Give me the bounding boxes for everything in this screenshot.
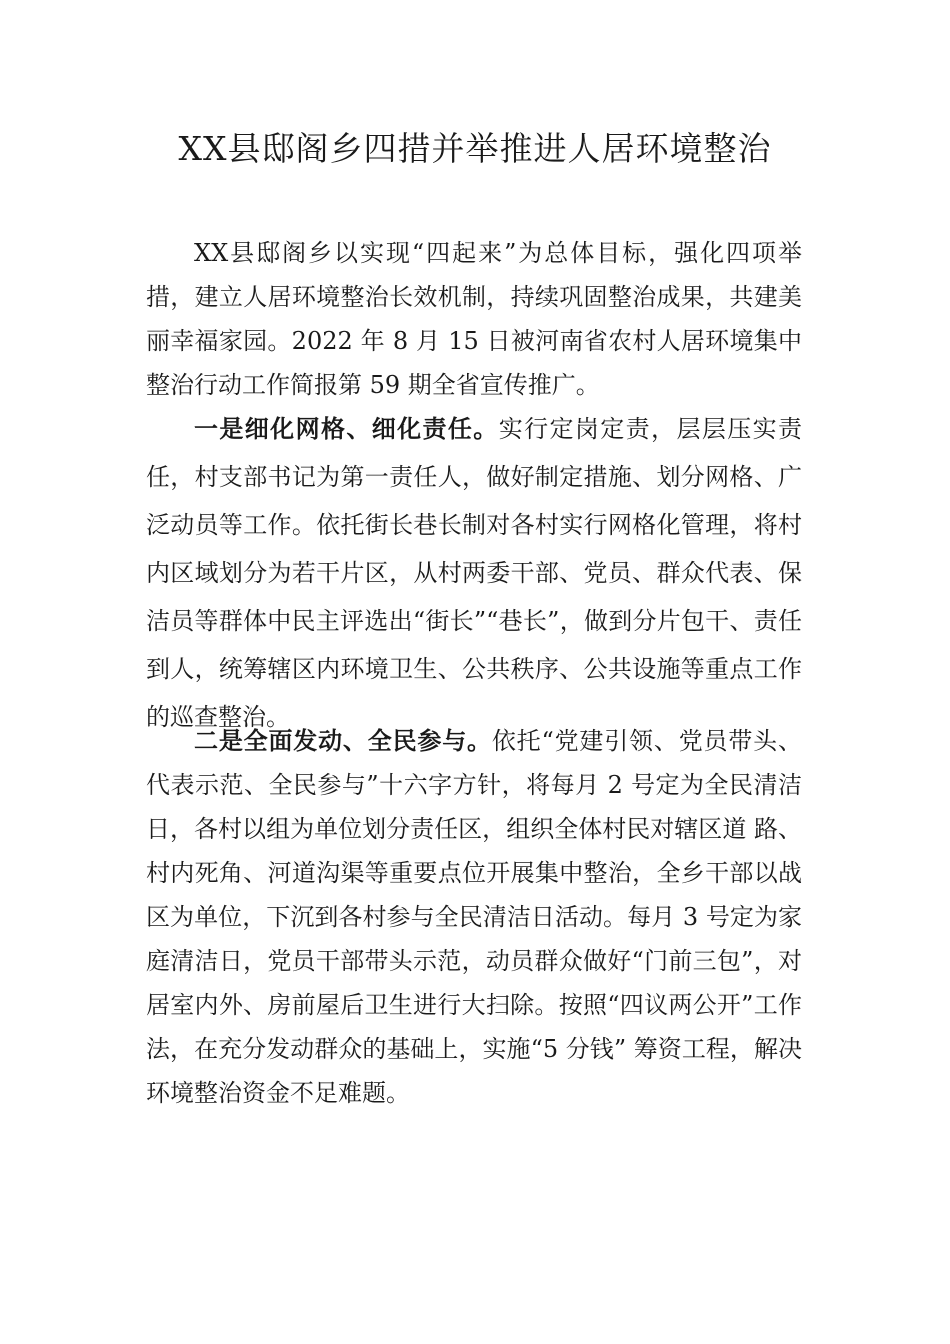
section-paragraph-2 [146,719,802,1115]
section-paragraph-1 [146,405,802,741]
section-1-heading: 一是细化网格、细化责任。 [194,415,499,443]
intro-paragraph: XX县邸阁乡以实现“四起来”为总体目标，强化四项举措，建立人居环境整治长效机制，持续巩固整治成果，共建美丽幸福家园。2022 年 8 月 15 日被河南省农村人居环境集中整治行动工作简报第 59 期全省宣传推广。 [146,239,802,399]
document-title: XX县邸阁乡四措并举推进人居环境整治 [178,129,772,168]
section-1-text: 实行定岗定责，层层压实责任，村支部书记为第一责任人，做好制定措施、划分网格、广泛动员等工作。依托街长巷长制对各村实行网格化管理，将村内区域划分为若干片区，从村两委干部、党员、群众代表、保洁员等群体中民主评选出“街长”“巷长”，做到分片包干、责任到人，统筹辖区内环境卫生、公共秩序、公共设施等重点工作的巡查整治。 [146,415,803,731]
section-2-text: 依托“党建引领、党员带头、代表示范、全民参与”十六字方针，将每月 2 号定为全民清洁日，各村以组为单位划分责任区，组织全体村民对辖区道 路、村内死角、河道沟渠等重要点位开展集中整治，全乡干部以战区为单位，下沉到各村参与全民清洁日活动。每月 3 号定为家庭清洁日，党员干部带头示范，动员群众做好“门前三包”，对居室内外、房前屋后卫生进行大扫除。按照“四议两公开”工作法，在充分发动群众的基础上，实施“5 分钱” 筹资工程，解决环境整治资金不足难题。 [146,727,802,1107]
section-2-heading: 二是全面发动、全民参与。 [194,727,492,755]
